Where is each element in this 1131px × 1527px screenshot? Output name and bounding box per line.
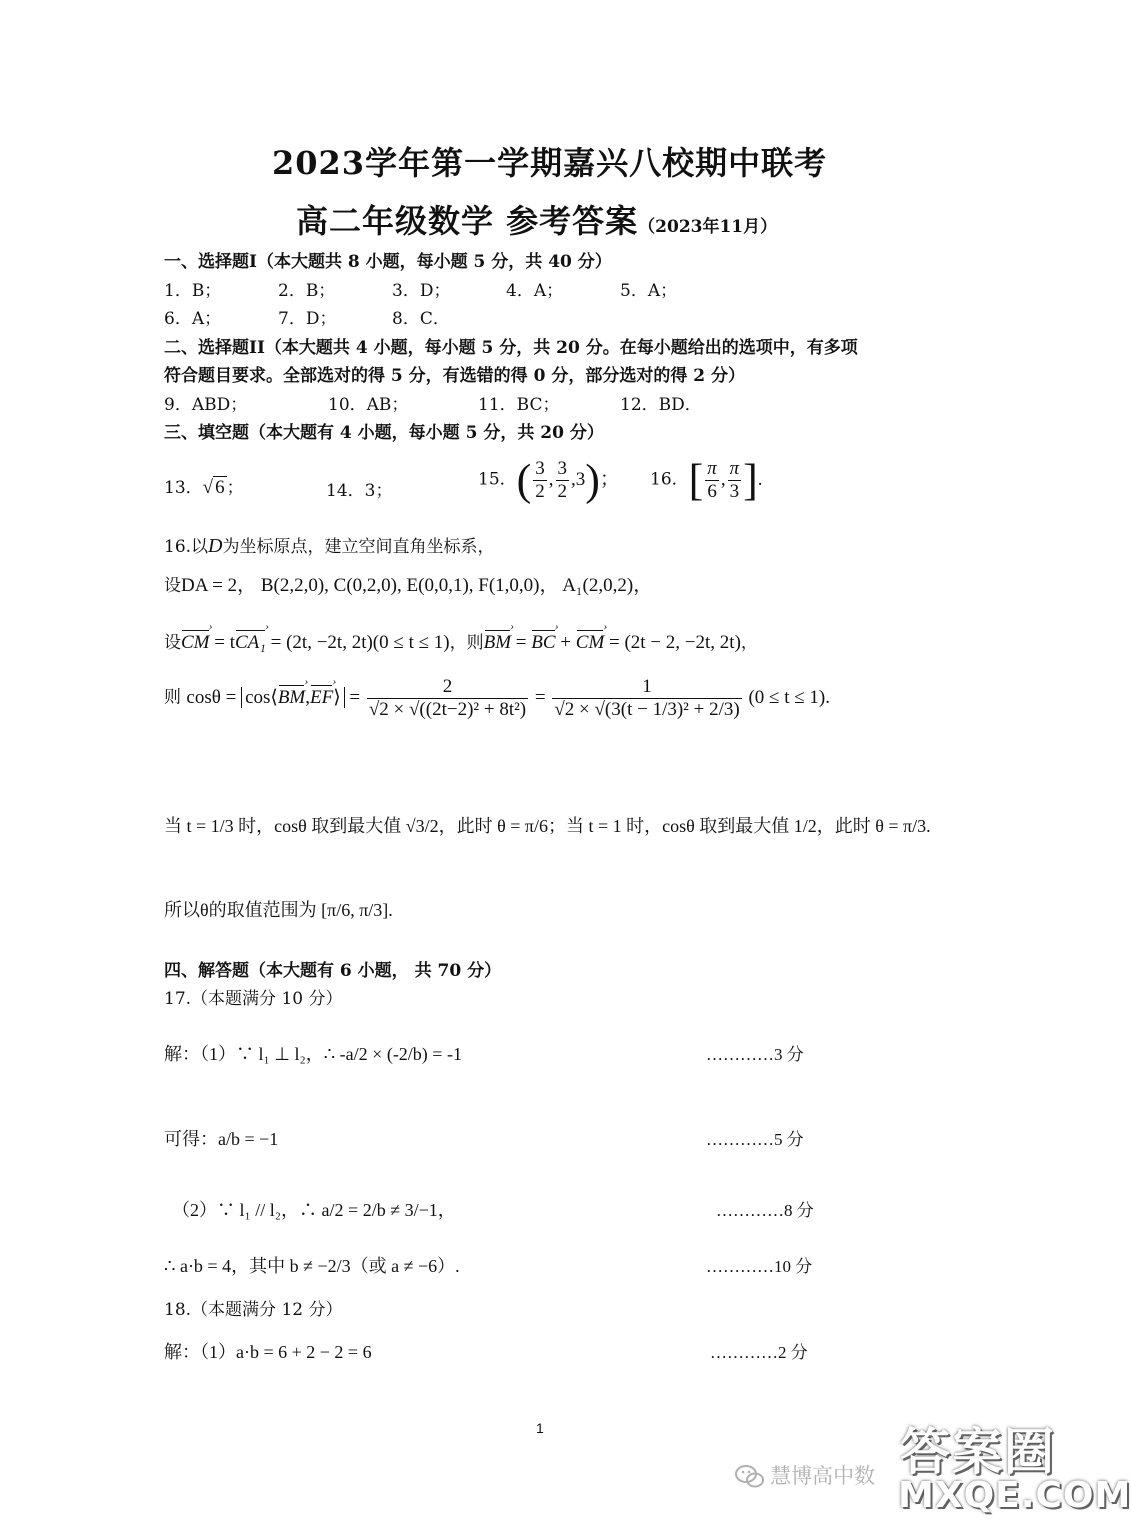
wechat-icon: [735, 1464, 765, 1494]
sol16-range: (0 ≤ t ≤ 1).: [748, 686, 830, 708]
sol16-line4-prefix: 则: [164, 687, 181, 708]
q18-part1: 解：（1）a·b = 6 + 2 − 2 = 6: [164, 1342, 372, 1362]
wechat-account-text: 慧博高中数: [770, 1464, 876, 1488]
q17-part3-score: …………8 分: [716, 1201, 814, 1220]
sol16-line1-var: D: [208, 535, 223, 557]
q17-part3: （2）∵ l₁ // l₂，∴ a/2 = 2/b ≠ 3/−1，: [172, 1200, 456, 1220]
sol16-line4: [164, 676, 830, 721]
sol16-line3-result: = (2t − 2, −2t, 2t): [604, 632, 741, 653]
sol16-line2-math: DA = 2， B(2,2,0), C(0,2,0), E(0,0,1), F(1,0,0)， A₁(2,0,2)，: [181, 575, 653, 596]
subtitle-text: 高二年级数学 参考答案: [296, 202, 639, 240]
vec-bc: BC ›: [531, 632, 555, 654]
abs-cos: [241, 687, 345, 708]
fraction-1-den: √2 × √((2t−2)² + 8t²): [368, 698, 527, 720]
section1-heading: 一、选择题I（本大题共 8 小题，每小题 5 分，共 40 分）: [164, 252, 612, 272]
vec-ca1: CA₁ ›: [235, 632, 266, 654]
sol16-line3: [164, 628, 758, 654]
q18-part1-score: …………2 分: [710, 1343, 808, 1362]
fraction-2: [552, 676, 741, 721]
section2-heading-line2: 符合题目要求。全部选对的得 5 分，有选错的得 0 分，部分选对的得 2 分）: [164, 366, 745, 386]
sol16-line1: [164, 532, 495, 558]
subtitle-date: （2023年11月）: [638, 217, 778, 237]
answer-14: 14．3；: [326, 481, 393, 501]
site-logo-text: 答案圈: [900, 1423, 1056, 1481]
answer-16: 16．[ $\frac{\pi}{6}$ , $\frac{\pi}{3}$ ].: [650, 455, 763, 505]
document-subtitle: [296, 196, 777, 242]
q17-part1: 解：（1）∵ l₁ ⊥ l₂，∴ -a/2 × (-2/b) = -1: [164, 1044, 462, 1064]
section4-heading: 四、解答题（本大题有 6 小题， 共 70 分）: [164, 961, 502, 981]
section2-heading-line1: 二、选择题II（本大题共 4 小题，每小题 5 分，共 20 分。在每小题给出的选项中，有多项: [164, 338, 858, 358]
fraction-1: [367, 676, 528, 721]
q18-title: 18.（本题满分 12 分）: [164, 1300, 343, 1320]
sol16-eq2: =: [534, 686, 546, 708]
sol16-line3-plus: +: [555, 632, 576, 653]
fraction-2-den: √2 × √(3(t − 1/3)² + 2/3): [554, 698, 740, 720]
answer-9: 9．ABD；: [164, 395, 248, 415]
sol16-line3-eq: =: [511, 632, 532, 653]
sol16-cos-theta: cosθ =: [186, 686, 237, 708]
sol16-line2-prefix: 设: [164, 576, 181, 596]
answer-10: 10．AB；: [328, 395, 409, 415]
vec-bm: BM ›: [484, 632, 511, 654]
page-number: 1: [536, 1420, 544, 1436]
sol16-line3-coord: = (2t, −2t, 2t)(0 ≤ t ≤ 1): [265, 632, 450, 653]
q17-part1-score: …………3 分: [706, 1045, 804, 1064]
q17-part4: ∴ a·b = 4，其中 b ≠ −2/3（或 a ≠ −6）.: [164, 1256, 460, 1276]
q17-part2-score: …………5 分: [706, 1130, 804, 1149]
fraction-1-num: 2: [367, 676, 528, 699]
sol16-line3-prefix: 设: [164, 633, 181, 653]
site-logo-url: MXQE.COM: [898, 1475, 1131, 1516]
answer-13-value: 6: [215, 477, 225, 498]
q17-part2: 可得：a/b = −1: [164, 1129, 279, 1149]
answer-11: 11．BC；: [478, 395, 560, 415]
sol16-line1-a: 16.以: [164, 537, 209, 557]
sol16-line3-t: = t: [209, 632, 235, 653]
sol16-line3-then: ，则: [449, 633, 484, 653]
answer-7: 7．D；: [278, 309, 337, 329]
sol16-cos-inner: cos⟨: [245, 686, 278, 708]
answer-2: 2．B；: [278, 281, 336, 301]
answer-4: 4．A；: [506, 281, 564, 301]
answer-13-label: 13．: [164, 478, 203, 498]
answer-1: 1．B；: [164, 281, 222, 301]
wechat-watermark: [735, 1460, 875, 1494]
fraction-2-num: 1: [552, 676, 741, 699]
sol16-eq1: =: [349, 686, 361, 708]
answer-16-label: 16．: [650, 469, 689, 490]
vec-cm: CM ›: [181, 632, 210, 654]
document-title: 2023学年第一学期嘉兴八校期中联考: [272, 144, 828, 182]
vec-cm-2: CM ›: [576, 632, 605, 654]
answer-5: 5．A；: [620, 281, 678, 301]
answer-13-end: ；: [226, 478, 244, 498]
vec-ef: EF ›: [310, 687, 333, 709]
answer-13: 13．√ 6 ；: [164, 477, 244, 498]
answer-3: 3．D；: [392, 281, 451, 301]
q17-title: 17.（本题满分 10 分）: [164, 989, 343, 1009]
answer-6: 6．A；: [164, 309, 222, 329]
sol16-line3-end: ，: [740, 633, 758, 653]
answer-8: 8．C．: [392, 309, 450, 329]
sol16-comma: ,: [305, 686, 310, 708]
sol16-line5: 当 t = 1/3 时，cosθ 取到最大值 √3/2，此时 θ = π/6；当 t = 1 时，cosθ 取到最大值 1/2，此时 θ = π/3.: [164, 816, 931, 836]
section3-heading: 三、填空题（本大题有 4 小题，每小题 5 分，共 20 分）: [164, 423, 604, 443]
sol16-line2: [164, 570, 652, 597]
answer-15: 15．( $\frac{3}{2}$ , $\frac{3}{2}$ ,3)；: [478, 455, 619, 505]
answer-12: 12．BD．: [620, 395, 702, 415]
sol16-line1-rest: 为坐标原点，建立空间直角坐标系，: [222, 537, 495, 557]
q17-part4-score: …………10 分: [706, 1257, 813, 1276]
vec-bm-2: BM ›: [278, 687, 305, 709]
answer-15-label: 15．: [478, 469, 517, 490]
sol16-line6: 所以θ的取值范围为 [π/6, π/3].: [164, 900, 393, 920]
sol16-close: ⟩: [333, 686, 341, 708]
